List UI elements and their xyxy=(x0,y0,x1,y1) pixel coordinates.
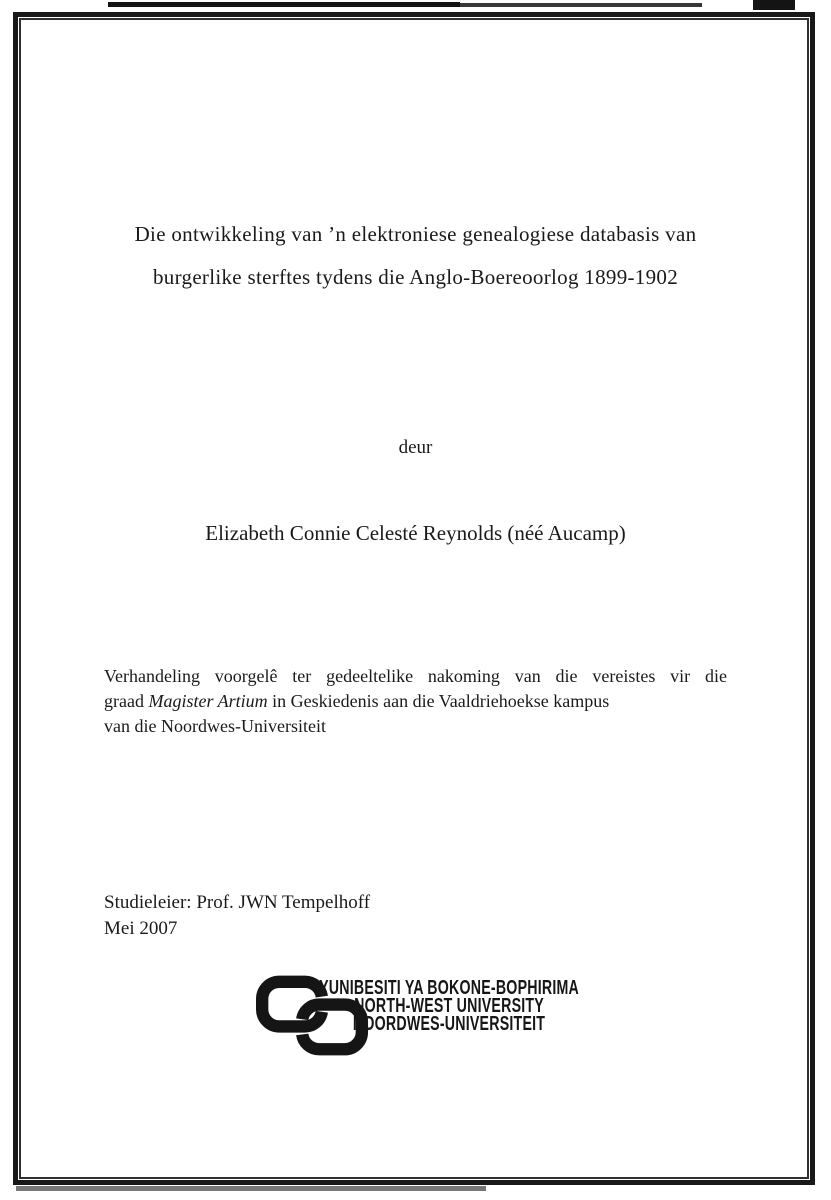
degree-name: Magister Artium xyxy=(148,691,268,711)
scan-artifact-top-mid xyxy=(460,3,702,7)
scan-artifact-top-right xyxy=(753,0,795,10)
supervisor-line: Studieleier: Prof. JWN Tempelhoff xyxy=(104,892,371,913)
submission-line-2-post: in Geskiedenis aan die Vaaldriehoekse kampus xyxy=(267,691,610,711)
university-name-setswana: YUNIBESITI YA BOKONE-BOPHIRIMA xyxy=(319,977,580,999)
university-name-english: NORTH-WEST UNIVERSITY xyxy=(354,995,544,1017)
scan-artifact-top-left xyxy=(108,2,460,7)
thesis-title xyxy=(70,213,761,299)
author-name: Elizabeth Connie Celesté Reynolds (néé Aucamp) xyxy=(205,521,626,545)
submission-line-2-pre: graad xyxy=(104,691,149,711)
scan-artifact-bottom xyxy=(16,1186,486,1191)
university-name-block xyxy=(317,979,581,1033)
date-line: Mei 2007 xyxy=(104,918,178,939)
submission-line-2 xyxy=(104,689,727,714)
university-name-afrikaans: NOORDWES-UNIVERSITEIT xyxy=(352,1013,546,1035)
thesis-title-line-1: Die ontwikkeling van ’n elektroniese genealogiese databasis van xyxy=(134,222,697,246)
byline-preposition: deur xyxy=(398,437,433,458)
submission-statement xyxy=(104,664,727,739)
submission-line-3: van die Noordwes-Universiteit xyxy=(104,716,326,736)
submission-line-1: Verhandeling voorgelê ter gedeeltelike nakoming van die vereistes vir die xyxy=(104,666,727,686)
supervisor-block xyxy=(104,890,370,942)
thesis-title-line-2: burgerlike sterftes tydens die Anglo-Boereoorlog 1899-1902 xyxy=(153,265,678,289)
